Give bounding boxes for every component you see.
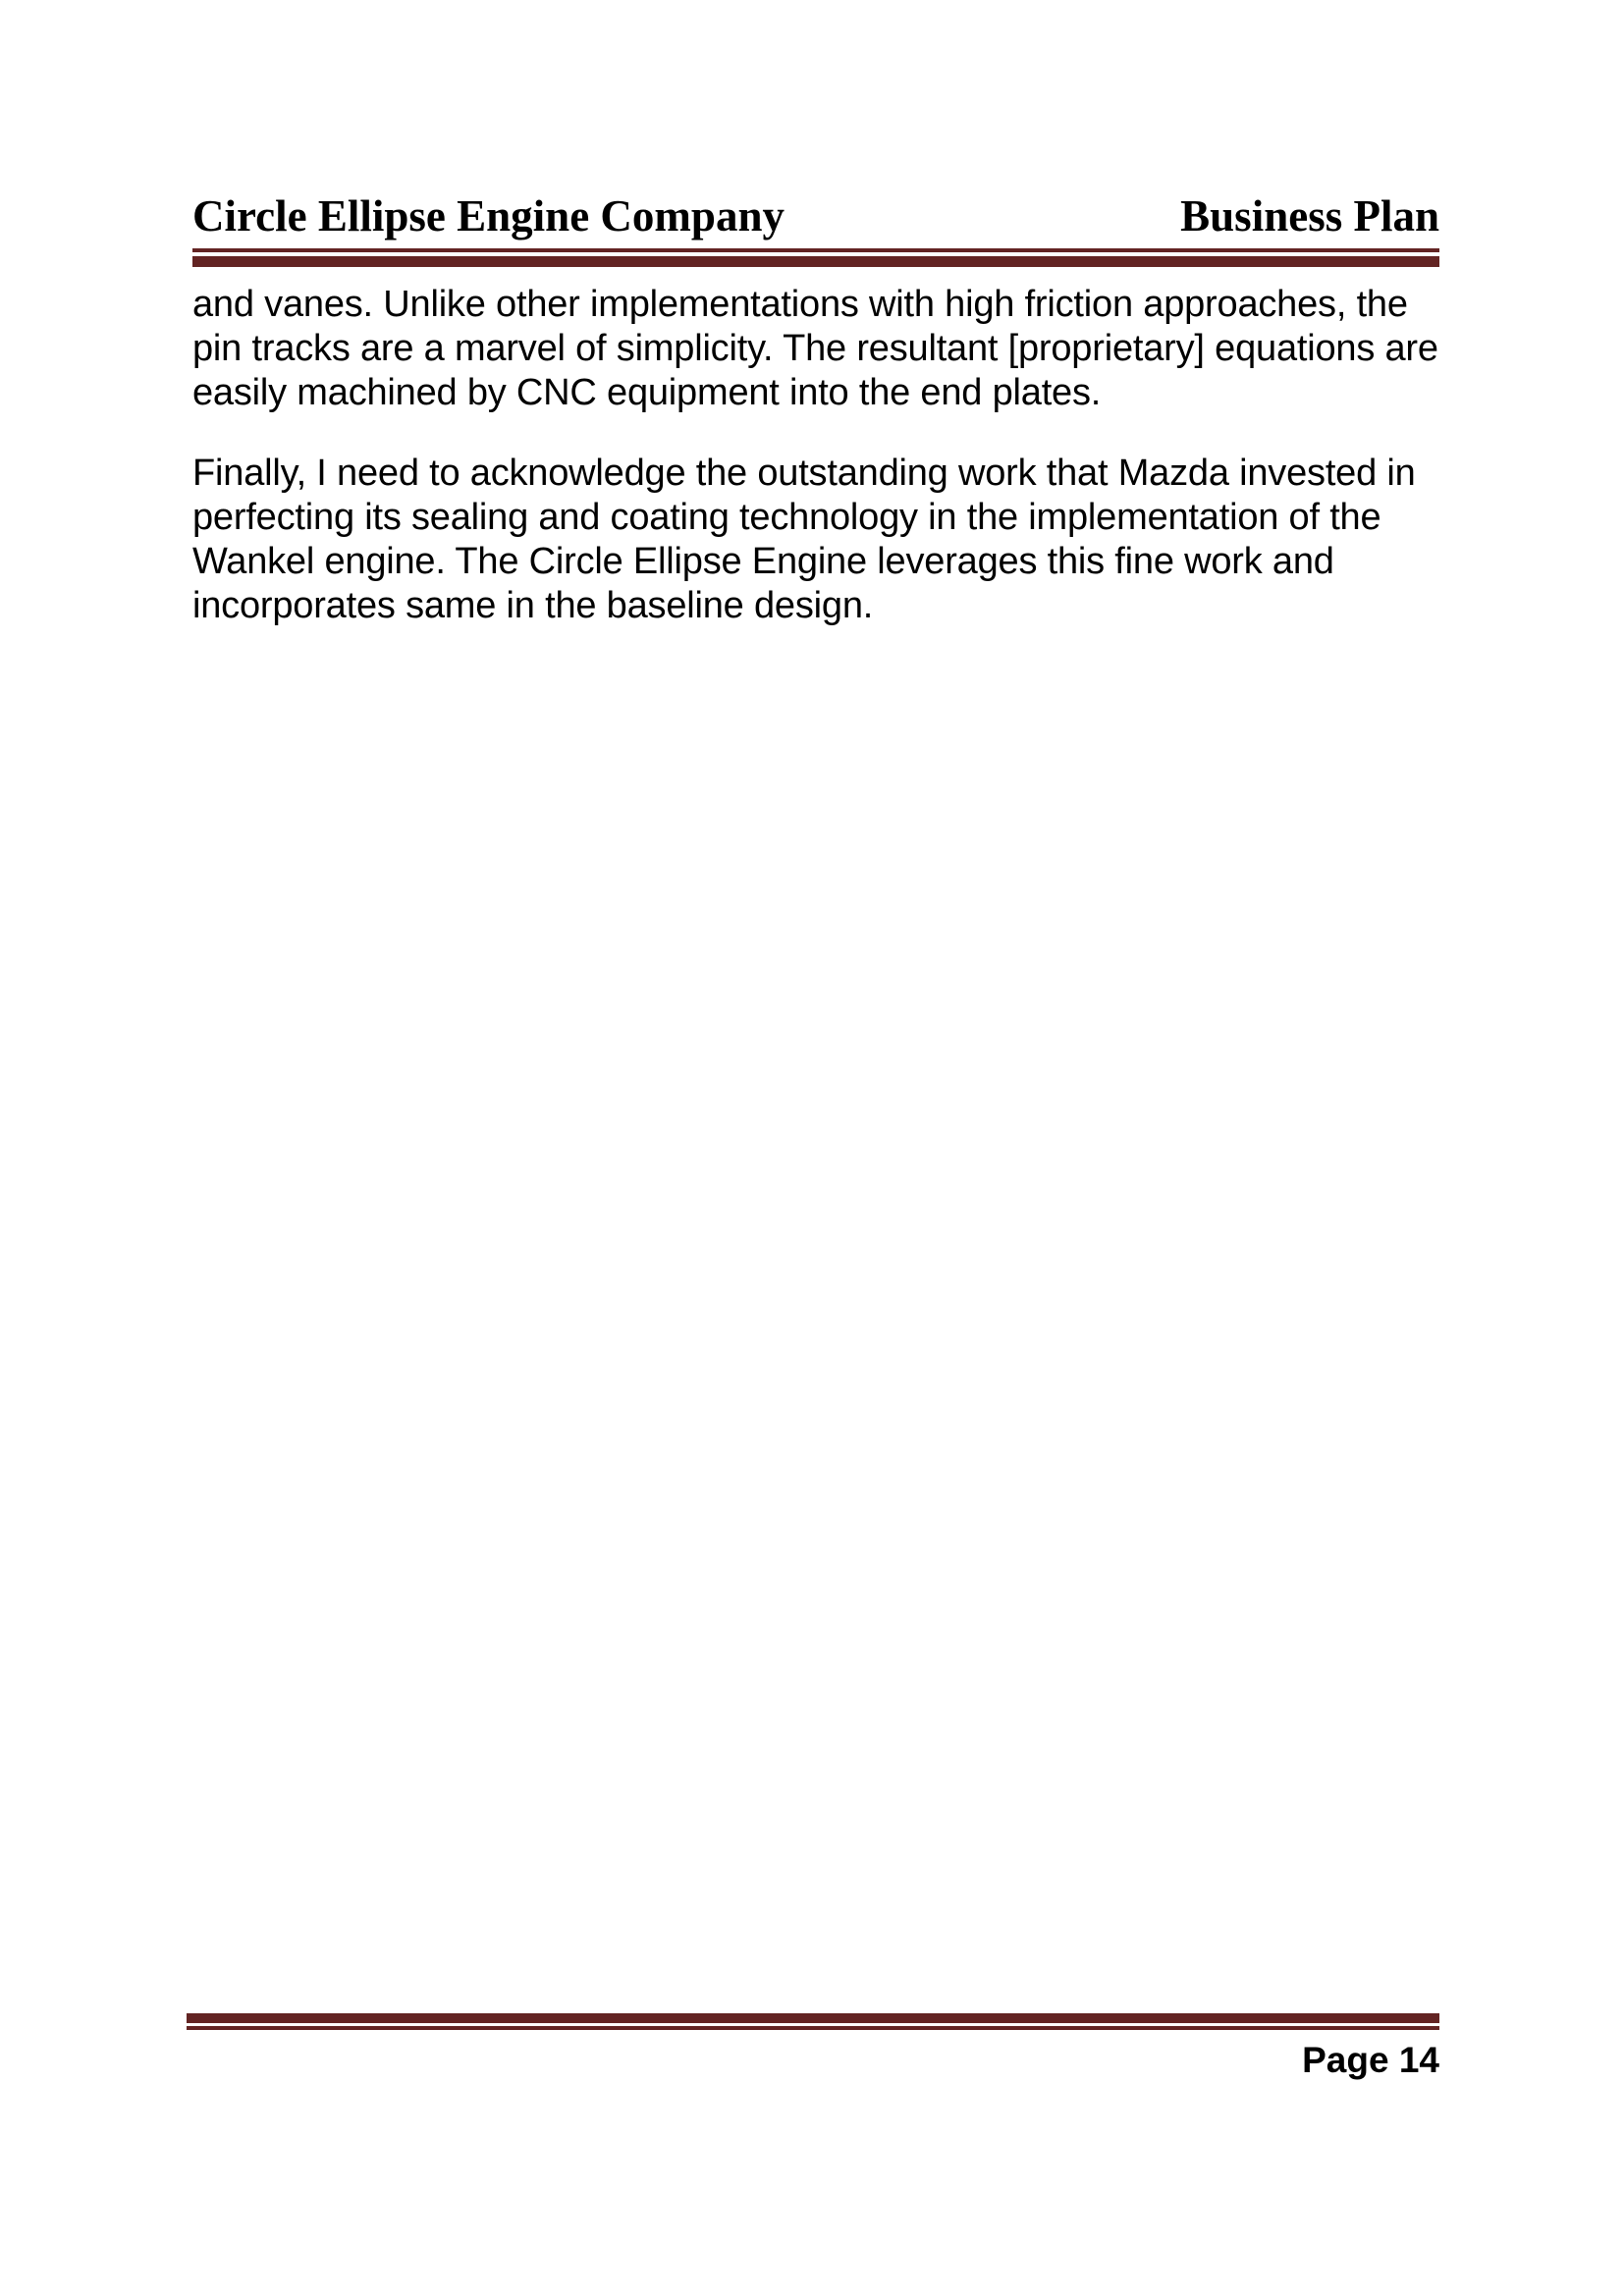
footer-rule-thick [187,2013,1439,2023]
page-number: Page 14 [1302,2040,1439,2080]
body-text [192,283,1447,628]
paragraph: and vanes. Unlike other implementations with high friction approaches, the pin tracks are a marvel of simplicity. The resultant [proprietary] equations are easily machined by CNC equipment into the end plates. [192,284,1438,413]
paragraph: Finally, I need to acknowledge the outstanding work that Mazda invested in perfecting its sealing and coating technology in the implementation of the Wankel engine. The Circle Ellipse Engine leverages this fine work and incorporates same in the baseline design. [192,453,1416,626]
page-header [192,192,1439,267]
header-row [192,192,1439,241]
document-title: Business Plan [1180,191,1439,240]
footer-rule-thin [187,2026,1439,2030]
page-footer [187,2013,1439,2082]
header-rule-thick [192,256,1439,267]
header-rule-thin [192,248,1439,252]
company-name: Circle Ellipse Engine Company [192,191,785,240]
